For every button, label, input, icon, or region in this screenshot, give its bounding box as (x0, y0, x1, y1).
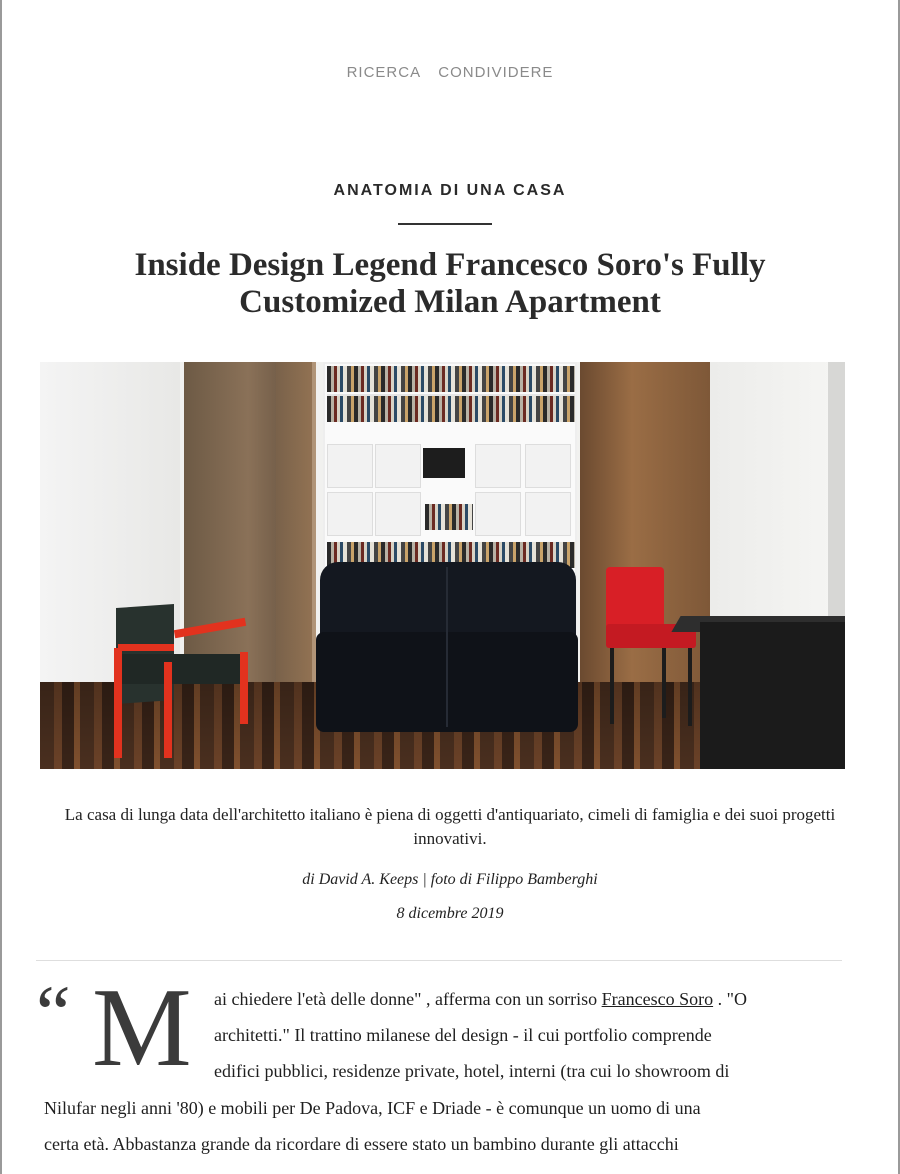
red-chair (606, 567, 664, 629)
top-nav (0, 64, 900, 81)
hero-photo (40, 362, 845, 769)
body-line-3: edifici pubblici, residenze private, hotel, interni (tra cui lo showroom di (214, 1061, 730, 1081)
drop-cap: M (92, 966, 192, 1090)
body-text: . "O (713, 989, 747, 1009)
publish-date: 8 dicembre 2019 (396, 905, 504, 922)
quote-mark: “ (36, 969, 71, 1056)
body-line-5: certa età. Abbastanza grande da ricordare di essere stato un bambino durante gli attacchi (44, 1134, 679, 1154)
share-link[interactable]: CONDIVIDERE (438, 64, 554, 81)
article-headline: Inside Design Legend Francesco Soro's Fully Customized Milan Apartment (134, 247, 766, 320)
section-label[interactable]: ANATOMIA DI UNA CASA (333, 182, 567, 199)
body-line-2: architetti." Il trattino milanese del design - il cui portfolio comprende (214, 1025, 712, 1045)
body-line-4: Nilufar negli anni '80) e mobili per De Padova, ICF e Driade - è comunque un uomo di una (44, 1098, 701, 1118)
body-text: ai chiedere l'età delle donne" , afferma con un sorriso (214, 989, 602, 1009)
body-line-1 (214, 987, 747, 1011)
section-divider (398, 223, 492, 225)
byline: di David A. Keeps | foto di Filippo Bamberghi (302, 871, 598, 888)
content-divider (36, 960, 842, 961)
photo-caption: La casa di lunga data dell'architetto italiano è piena di oggetti d'antiquariato, cimeli di famiglia e dei suoi progetti innovativi. (64, 805, 836, 848)
search-link[interactable]: RICERCA (346, 64, 422, 81)
francesco-soro-link[interactable]: Francesco Soro (601, 989, 714, 1009)
